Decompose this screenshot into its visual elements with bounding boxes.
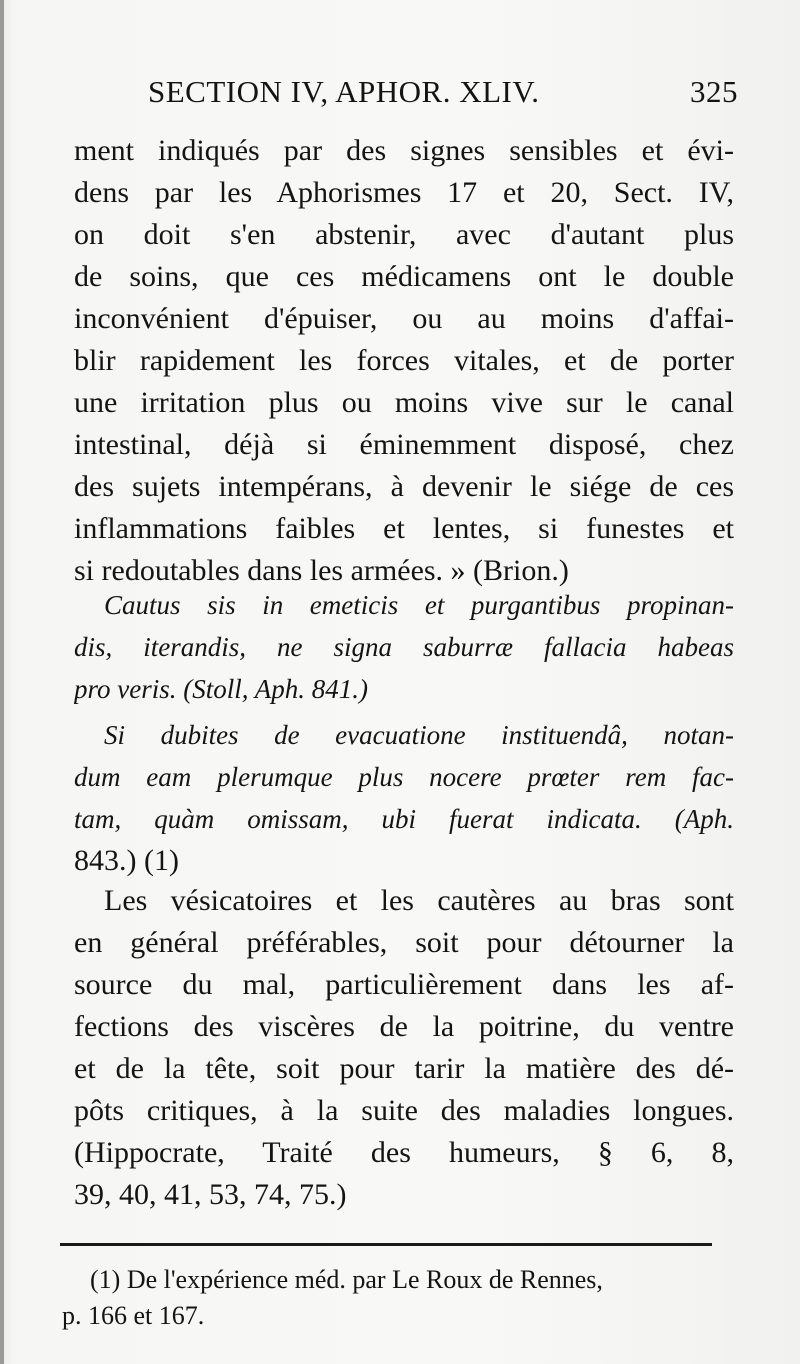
text-line: fections des viscères de la poitrine, du ventre — [74, 1010, 734, 1043]
page-number: 325 — [690, 74, 738, 109]
text-line: source du mal, particulièrement dans les af- — [74, 968, 734, 1001]
quote-line: 843.) (1) — [74, 844, 179, 877]
running-title: SECTION IV, APHOR. XLIV. — [148, 74, 540, 109]
text-line: si redoutables dans les armées. » (Brion.) — [74, 554, 569, 587]
text-line: (Hippocrate, Traité des humeurs, § 6, 8, — [74, 1136, 734, 1169]
footnote-rule — [60, 1243, 712, 1246]
paragraph-vesicatoires — [74, 880, 734, 1216]
running-header — [148, 74, 738, 118]
footnote-line: p. 166 et 167. — [62, 1301, 205, 1330]
quote-line: dum eam plerumque plus nocere prœter rem fac- — [74, 762, 734, 792]
text-line: en général préférables, soit pour détourner la — [74, 926, 734, 959]
text-line: une irritation plus ou moins vive sur le canal — [74, 386, 734, 419]
text-line: 39, 40, 41, 53, 74, 75.) — [74, 1178, 347, 1211]
text-line: ment indiqués par des signes sensibles et évi- — [74, 134, 734, 167]
footnote-line: (1) De l'expérience méd. par Le Roux de Rennes, — [90, 1265, 603, 1294]
text-line: intestinal, déjà si éminemment disposé, chez — [74, 428, 734, 461]
footnote — [62, 1262, 722, 1334]
text-line: et de la tête, soit pour tarir la matière des dé- — [74, 1052, 734, 1085]
text-line: dens par les Aphorismes 17 et 20, Sect. IV, — [74, 176, 734, 209]
latin-quote-stoll — [74, 584, 734, 710]
quote-line: dis, iterandis, ne signa saburræ fallacia habeas — [74, 632, 734, 662]
text-line: des sujets intempérans, à devenir le siége de ces — [74, 470, 734, 503]
quote-line: Si dubites de evacuatione instituendâ, notan- — [104, 720, 734, 750]
page-edge — [0, 0, 4, 1364]
text-line: blir rapidement les forces vitales, et de porter — [74, 344, 734, 377]
latin-quote-aph-843 — [74, 714, 734, 882]
text-line: inflammations faibles et lentes, si funestes et — [74, 512, 734, 545]
text-line: Les vésicatoires et les cautères au bras sont — [104, 884, 734, 917]
text-line: pôts critiques, à la suite des maladies longues. — [74, 1094, 734, 1127]
text-line: inconvénient d'épuiser, ou au moins d'affai- — [74, 302, 734, 335]
text-line: on doit s'en abstenir, avec d'autant plus — [74, 218, 734, 251]
quote-line: Cautus sis in emeticis et purgantibus propinan- — [104, 590, 734, 620]
quote-line: tam, quàm omissam, ubi fuerat indicata. (Aph. — [74, 804, 734, 834]
quote-line: pro veris. (Stoll, Aph. 841.) — [74, 674, 368, 704]
paragraph-continuation — [74, 130, 734, 592]
text-line: de soins, que ces médicamens ont le double — [74, 260, 734, 293]
